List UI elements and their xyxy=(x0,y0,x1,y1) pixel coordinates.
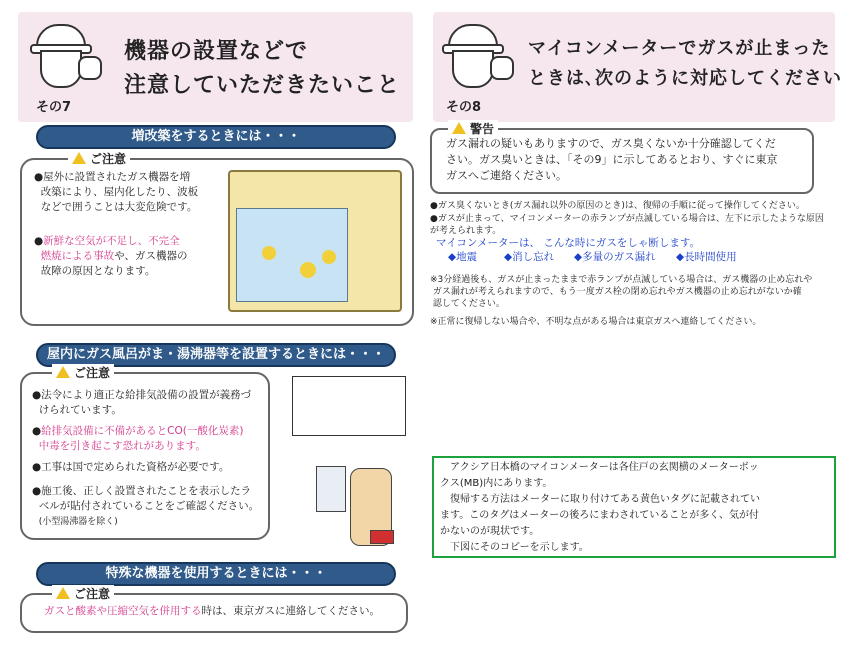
shutoff-explanation: マイコンメーターは、 こんな時にガスをしゃ断します。 xyxy=(436,237,701,249)
cause-long-use: ◆長時間使用 xyxy=(676,251,737,263)
section2-bullet3: ●工事は国で定められた資格が必要です。 xyxy=(32,461,230,473)
warning-icon xyxy=(72,152,86,164)
gas-cloud-icon xyxy=(322,250,336,264)
warning-text: ガス漏れの疑いもありますので、ガス臭くないか十分確認してくだ さい。ガス臭いときは、「その9」に示してあるとおり、すぐに東京 ガスへご連絡ください。 xyxy=(446,137,778,182)
section3-text: ガスと酸素や圧縮空気を併用する時は、東京ガスに連絡してください。 xyxy=(44,605,380,617)
green-note-text: アクシア日本橋のマイコンメーターは各住戸の玄関横のメーターボッ クス(MB)内にあります。 復帰する方法はメーターに取り付けてある黄色いタグに記載されてい ます。このタグはメーターの後ろにまわされていることが多く、気が付 かないのが現状です。 下図にそのコピーを示します。 xyxy=(440,462,760,553)
section1-bullet2: ●新鮮な空気が不足し、不完全 燃焼による事故や、ガス機器の 故障の原因となります。 xyxy=(34,235,188,277)
left-title-line2: 注意していただきたいこと xyxy=(124,72,401,98)
section2-bullet4: ●施工後、正しく設置されたことを表示したラ ベルが貼付されていることをご確認ください。 (小型湯沸器を除く) xyxy=(32,485,260,527)
section2-bullet1: ●法令により適正な給排気設備の設置が義務づ けられています。 xyxy=(32,389,252,416)
warning-icon xyxy=(452,122,466,134)
cause-left-on: ◆消し忘れ xyxy=(504,251,555,263)
caution-label: ご注意 xyxy=(52,585,114,602)
right-title-line2: ときは､次のように対応してください xyxy=(528,68,842,89)
warning-label: 警告 xyxy=(448,120,498,137)
warning-icon xyxy=(56,366,70,378)
section2-title: 屋内にガス風呂がま・湯沸器等を設置するときには・・・ xyxy=(36,343,396,367)
caution-label: ご注意 xyxy=(68,150,130,167)
section3-title: 特殊な機器を使用するときには・・・ xyxy=(36,562,396,586)
section2-bullet2: ●給排気設備に不備があるとCO(一酸化炭素) 中毒を引き起こす恐れがあります。 xyxy=(32,425,244,452)
right-bullet2: ●ガスが止まって、マイコンメーターの赤ランプが点滅している場合は、左下に示したような原因が考えられます。 xyxy=(430,214,824,236)
right-title-line1: マイコンメーターでガスが止まった xyxy=(528,38,831,59)
section1-bullet1: ●屋外に設置されたガス機器を増 改築により、屋内化したり、波板 などで囲うことは大変危険です。 xyxy=(34,171,199,213)
warning-icon xyxy=(56,587,70,599)
left-section-number: その7 xyxy=(36,100,72,115)
gas-cloud-icon xyxy=(262,246,276,260)
right-section-number: その8 xyxy=(446,100,482,115)
left-title-line1: 機器の設置などで xyxy=(124,38,309,64)
toolbox-icon xyxy=(370,530,394,544)
cause-gas-leak: ◆多量のガス漏れ xyxy=(574,251,656,263)
section1-title: 増改築をするときには・・・ xyxy=(36,125,396,149)
right-bullet1: ●ガス臭くないとき(ガス漏れ以外の原因のとき)は、復帰の手順に従って操作してください。 xyxy=(430,201,805,211)
note-contact: ※正常に復帰しない場合や、不明な点がある場合は東京ガスへ連絡してください。 xyxy=(430,317,762,327)
caution-label: ご注意 xyxy=(52,364,114,381)
gas-cloud-icon xyxy=(300,262,316,278)
water-heater-illustration xyxy=(316,466,346,512)
note-three-minutes: ※3分経過後も、ガスが止まったままで赤ランプが点滅している場合は、ガス機器の止め忘れや ガス漏れが考えられますので、もう一度ガス栓の閉め忘れやガス機器の止め忘れがないか確 認してください。 xyxy=(430,275,813,309)
installation-label-image xyxy=(292,376,406,436)
cause-earthquake: ◆地震 xyxy=(448,251,478,263)
